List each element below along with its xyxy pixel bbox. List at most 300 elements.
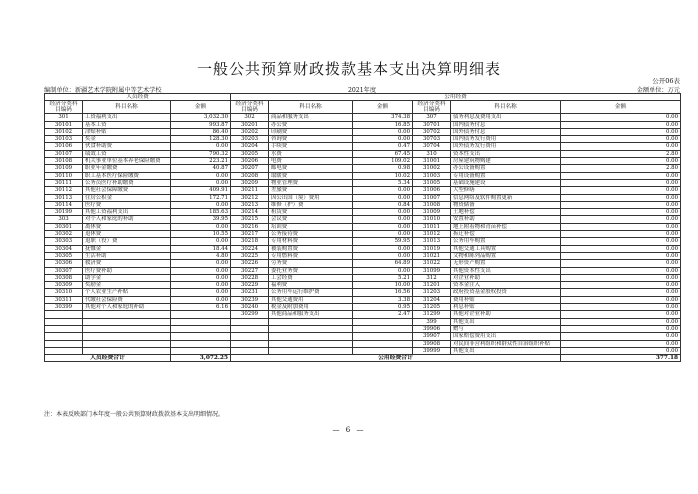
personnel-amount-cell: 0.00 <box>171 274 231 281</box>
personnel-amount-cell: 993.87 <box>171 121 231 128</box>
public-a-code-cell: 30206 <box>231 158 269 165</box>
table-row <box>45 318 681 325</box>
col-name: 科目名称 <box>83 101 171 114</box>
public-a-code-cell: 30211 <box>231 187 269 194</box>
personnel-amount-cell: 128.30 <box>171 136 231 143</box>
public-a-code-cell: 30214 <box>231 209 269 216</box>
public-b-amount-cell: 0.00 <box>561 267 681 274</box>
personnel-name-cell: 医疗费补助 <box>83 267 171 274</box>
public-b-amount-cell: 0.00 <box>561 158 681 165</box>
public-b-amount-cell: 0.00 <box>561 333 681 340</box>
public-a-code-cell: 30228 <box>231 274 269 281</box>
public-a-name-cell: 水费 <box>269 150 353 157</box>
public-a-name-cell: 维修（护）费 <box>269 201 353 208</box>
table-title: 一般公共预算财政拨款基本支出决算明细表 <box>196 60 501 78</box>
personnel-code-cell: 30399 <box>45 304 83 311</box>
personnel-name-cell: 助学金 <box>83 274 171 281</box>
public-a-amount-cell: 0.00 <box>353 252 413 259</box>
public-a-name-cell: 咨询费 <box>269 136 353 143</box>
public-b-code-cell: 39906 <box>413 325 451 332</box>
personnel-amount-cell: 0.00 <box>171 238 231 245</box>
personnel-name-cell: 其他工资福利支出 <box>83 209 171 216</box>
public-a-code-cell: 30239 <box>231 296 269 303</box>
personnel-name-cell: 抚恤金 <box>83 245 171 252</box>
meta-row <box>44 85 680 93</box>
personnel-amount-cell <box>171 340 231 347</box>
public-b-amount-cell: 0.00 <box>561 252 681 259</box>
personnel-code-cell: 30113 <box>45 194 83 201</box>
table-row <box>45 274 681 281</box>
personnel-name-cell: 公务员医疗补助缴费 <box>83 179 171 186</box>
personnel-amount-cell: 0.00 <box>171 172 231 179</box>
public-a-amount-cell: 64.89 <box>353 260 413 267</box>
public-header: 公用经费 <box>231 94 681 101</box>
personnel-code-cell: 30302 <box>45 231 83 238</box>
public-b-name-cell: 对民间非营利组织和群众性自治组织补贴 <box>451 340 561 347</box>
personnel-total-amount: 3,072.25 <box>171 355 231 362</box>
personnel-amount-cell: 409.91 <box>171 187 231 194</box>
personnel-amount-cell: 185.63 <box>171 209 231 216</box>
public-b-code-cell: 39907 <box>413 333 451 340</box>
public-b-name-cell: 土地补偿 <box>451 209 561 216</box>
public-b-code-cell: 31099 <box>413 267 451 274</box>
public-b-amount-cell: 0.00 <box>561 325 681 332</box>
public-b-code-cell: 30702 <box>413 128 451 135</box>
personnel-name-cell: 绩效工资 <box>83 150 171 157</box>
public-b-code-cell: 31011 <box>413 223 451 230</box>
public-a-code-cell <box>231 333 269 340</box>
personnel-amount-cell: 0.00 <box>171 223 231 230</box>
public-a-name-cell: 委托业务费 <box>269 267 353 274</box>
public-a-code-cell: 30202 <box>231 128 269 135</box>
public-a-name-cell: 取暖费 <box>269 172 353 179</box>
personnel-name-cell: 个人农业生产补贴 <box>83 289 171 296</box>
personnel-name-cell: 离休费 <box>83 223 171 230</box>
public-b-amount-cell: 0.00 <box>561 201 681 208</box>
public-b-name-cell: 大型修缮 <box>451 187 561 194</box>
personnel-code-cell: 30110 <box>45 172 83 179</box>
public-b-code-cell: 31008 <box>413 201 451 208</box>
personnel-amount-cell: 40.87 <box>171 165 231 172</box>
public-a-amount-cell: 0.00 <box>353 136 413 143</box>
public-a-amount-cell: 0.98 <box>353 165 413 172</box>
table-row <box>45 347 681 354</box>
personnel-amount-cell: 223.21 <box>171 158 231 165</box>
public-a-name-cell: 劳务费 <box>269 260 353 267</box>
table-row <box>45 311 681 318</box>
table-row <box>45 172 681 179</box>
public-a-code-cell: 30226 <box>231 260 269 267</box>
col-name: 科目名称 <box>451 101 561 114</box>
personnel-name-cell <box>83 333 171 340</box>
personnel-code-cell: 30307 <box>45 267 83 274</box>
public-a-code-cell <box>231 347 269 354</box>
table-row <box>45 187 681 194</box>
table-row <box>45 231 681 238</box>
public-b-code-cell: 39908 <box>413 340 451 347</box>
table-row <box>45 179 681 186</box>
personnel-amount-cell: 790.32 <box>171 150 231 157</box>
table-row <box>45 282 681 289</box>
personnel-code-cell: 30108 <box>45 158 83 165</box>
col-name: 科目名称 <box>269 101 353 114</box>
public-b-amount-cell: 0.00 <box>561 143 681 150</box>
table-row <box>45 260 681 267</box>
personnel-code-cell: 30114 <box>45 201 83 208</box>
public-a-amount-cell <box>353 340 413 347</box>
personnel-code-cell: 303 <box>45 216 83 223</box>
public-b-name-cell: 公务用车购置 <box>451 238 561 245</box>
public-b-amount-cell: 0.00 <box>561 136 681 143</box>
personnel-amount-cell: 18.44 <box>171 245 231 252</box>
table-row <box>45 245 681 252</box>
personnel-name-cell: 基本工资 <box>83 121 171 128</box>
public-b-code-cell: 31012 <box>413 231 451 238</box>
personnel-code-cell: 30309 <box>45 282 83 289</box>
public-a-name-cell: 公务用车运行维护费 <box>269 289 353 296</box>
public-a-amount-cell: 0.00 <box>353 216 413 223</box>
personnel-name-cell <box>83 340 171 347</box>
personnel-code-cell <box>45 347 83 354</box>
public-a-name-cell: 租赁费 <box>269 209 353 216</box>
public-b-name-cell: 其他资本性支出 <box>451 267 561 274</box>
public-b-name-cell: 资本性支出 <box>451 150 561 157</box>
public-a-code-cell: 30224 <box>231 245 269 252</box>
public-b-code-cell: 307 <box>413 114 451 121</box>
public-b-code-cell: 30703 <box>413 136 451 143</box>
table-row <box>45 304 681 311</box>
footnote: 注：本表反映部门本年度一般公共预算财政拨款基本支出明细情况。 <box>44 411 225 418</box>
personnel-code-cell: 30107 <box>45 150 83 157</box>
public-a-name-cell: 其他商品和服务支出 <box>269 311 353 318</box>
personnel-amount-cell: 0.00 <box>171 289 231 296</box>
public-a-code-cell: 30240 <box>231 304 269 311</box>
personnel-amount-cell: 4.80 <box>171 252 231 259</box>
table-row <box>45 114 681 121</box>
public-a-amount-cell: 10.00 <box>353 282 413 289</box>
public-a-amount-cell: 5.21 <box>353 274 413 281</box>
personnel-code-cell <box>45 333 83 340</box>
public-b-amount-cell: 0.00 <box>561 296 681 303</box>
personnel-name-cell: 职业年金缴费 <box>83 165 171 172</box>
personnel-name-cell: 住房公积金 <box>83 194 171 201</box>
table-row <box>45 165 681 172</box>
public-b-name-cell: 地上附着物和青苗补偿 <box>451 223 561 230</box>
table-row <box>45 267 681 274</box>
col-code: 经济分类科目编码 <box>231 101 269 114</box>
public-b-amount-cell: 0.00 <box>561 289 681 296</box>
public-b-code-cell: 30701 <box>413 121 451 128</box>
public-a-amount-cell: 16.56 <box>353 289 413 296</box>
public-a-name-cell: 电费 <box>269 158 353 165</box>
table-row <box>45 333 681 340</box>
public-b-name-cell: 对企业补助 <box>451 274 561 281</box>
public-b-amount-cell: 0.00 <box>561 223 681 230</box>
public-b-code-cell: 31013 <box>413 238 451 245</box>
personnel-code-cell: 30103 <box>45 136 83 143</box>
public-b-code-cell: 310 <box>413 150 451 157</box>
table-row <box>45 325 681 332</box>
public-b-name-cell: 其他对企业补助 <box>451 311 561 318</box>
personnel-amount-cell: 3,032.30 <box>171 114 231 121</box>
public-b-amount-cell: 0.00 <box>561 347 681 354</box>
personnel-code-cell: 30111 <box>45 179 83 186</box>
table-row <box>45 252 681 259</box>
public-b-code-cell: 31204 <box>413 296 451 303</box>
public-a-name-cell: 物业管理费 <box>269 179 353 186</box>
public-b-amount-cell: 0.00 <box>561 209 681 216</box>
public-b-name-cell: 房屋建筑物购建 <box>451 158 561 165</box>
public-b-amount-cell: 0.00 <box>561 260 681 267</box>
public-b-code-cell: 312 <box>413 274 451 281</box>
personnel-code-cell: 30109 <box>45 165 83 172</box>
public-b-amount-cell: 0.00 <box>561 245 681 252</box>
public-a-code-cell: 30216 <box>231 223 269 230</box>
public-a-amount-cell <box>353 318 413 325</box>
public-total-label: 公用经费合计 <box>231 355 561 362</box>
public-b-name-cell: 信息网络及软件购置更新 <box>451 194 561 201</box>
public-a-name-cell: 印刷费 <box>269 128 353 135</box>
public-b-name-cell: 其他支出 <box>451 347 561 354</box>
personnel-amount-cell: 86.40 <box>171 128 231 135</box>
public-b-code-cell: 31002 <box>413 165 451 172</box>
public-a-amount-cell <box>353 325 413 332</box>
public-a-name-cell: 差旅费 <box>269 187 353 194</box>
public-b-code-cell: 399 <box>413 318 451 325</box>
public-b-name-cell: 物资储备 <box>451 201 561 208</box>
col-amount: 金额 <box>353 101 413 114</box>
table-row <box>45 209 681 216</box>
fiscal-year: 2021年度 <box>347 87 377 94</box>
personnel-code-cell <box>45 340 83 347</box>
personnel-code-cell: 30306 <box>45 260 83 267</box>
personnel-code-cell <box>45 311 83 318</box>
public-b-amount-cell: 0.00 <box>561 194 681 201</box>
public-b-amount-cell: 0.00 <box>561 231 681 238</box>
personnel-code-cell: 30305 <box>45 252 83 259</box>
public-a-name-cell: 办公费 <box>269 121 353 128</box>
public-a-code-cell: 30209 <box>231 179 269 186</box>
personnel-name-cell: 其他对个人和家庭的补助 <box>83 304 171 311</box>
public-b-name-cell: 国外债务付息 <box>451 128 561 135</box>
personnel-amount-cell <box>171 347 231 354</box>
public-b-name-cell: 办公设备购置 <box>451 165 561 172</box>
personnel-amount-cell: 10.55 <box>171 231 231 238</box>
public-b-amount-cell: 2.80 <box>561 165 681 172</box>
table-row <box>45 289 681 296</box>
personnel-code-cell: 30303 <box>45 238 83 245</box>
public-a-code-cell: 30227 <box>231 267 269 274</box>
personnel-name-cell <box>83 318 171 325</box>
public-a-amount-cell: 0.95 <box>353 304 413 311</box>
public-b-code-cell: 30704 <box>413 143 451 150</box>
personnel-name-cell <box>83 347 171 354</box>
public-b-code-cell: 31005 <box>413 179 451 186</box>
public-a-name-cell: 福利费 <box>269 282 353 289</box>
public-b-name-cell: 债务利息及费用支出 <box>451 114 561 121</box>
public-a-name-cell: 专用燃料费 <box>269 252 353 259</box>
public-a-name-cell: 工会经费 <box>269 274 353 281</box>
public-a-amount-cell: 0.00 <box>353 245 413 252</box>
personnel-amount-cell <box>171 325 231 332</box>
personnel-code-cell: 30310 <box>45 289 83 296</box>
public-a-code-cell: 30201 <box>231 121 269 128</box>
public-b-code-cell: 31205 <box>413 304 451 311</box>
public-b-code-cell: 31001 <box>413 158 451 165</box>
personnel-total-label: 人员经费合计 <box>45 355 171 362</box>
personnel-code-cell: 30304 <box>45 245 83 252</box>
personnel-amount-cell <box>171 311 231 318</box>
personnel-header: 人员经费 <box>45 94 231 101</box>
public-a-code-cell: 30215 <box>231 216 269 223</box>
public-a-name-cell: 被装购置费 <box>269 245 353 252</box>
public-a-amount-cell: 0.00 <box>353 187 413 194</box>
public-b-name-cell: 政府投资基金股权投资 <box>451 289 561 296</box>
public-a-amount-cell: 109.02 <box>353 158 413 165</box>
table-row <box>45 340 681 347</box>
table-row <box>45 128 681 135</box>
public-a-name-cell <box>269 333 353 340</box>
personnel-code-cell: 30199 <box>45 209 83 216</box>
public-b-code-cell: 39999 <box>413 347 451 354</box>
personnel-amount-cell: 0.00 <box>171 179 231 186</box>
personnel-code-cell <box>45 325 83 332</box>
public-a-amount-cell: 67.45 <box>353 150 413 157</box>
table-body <box>45 114 681 355</box>
personnel-code-cell: 30311 <box>45 296 83 303</box>
personnel-name-cell: 奖金 <box>83 136 171 143</box>
public-a-code-cell: 30207 <box>231 165 269 172</box>
public-b-amount-cell: 0.00 <box>561 274 681 281</box>
personnel-name-cell: 职工基本医疗保险缴费 <box>83 172 171 179</box>
public-a-amount-cell: 0.00 <box>353 209 413 216</box>
personnel-name-cell: 医疗费 <box>83 201 171 208</box>
public-a-name-cell <box>269 325 353 332</box>
personnel-code-cell: 30308 <box>45 274 83 281</box>
page-number: — 6 — <box>332 426 366 434</box>
public-a-code-cell: 30213 <box>231 201 269 208</box>
public-a-name-cell: 培训费 <box>269 223 353 230</box>
public-b-name-cell: 专用设备购置 <box>451 172 561 179</box>
public-b-code-cell: 31006 <box>413 187 451 194</box>
col-amount: 金额 <box>561 101 681 114</box>
table-row <box>45 150 681 157</box>
public-a-name-cell: 手续费 <box>269 143 353 150</box>
personnel-name-cell: 其他社会保障缴费 <box>83 187 171 194</box>
public-b-amount-cell: 0.00 <box>561 304 681 311</box>
public-b-name-cell: 利息补贴 <box>451 304 561 311</box>
public-a-amount-cell <box>353 347 413 354</box>
personnel-name-cell <box>83 325 171 332</box>
compiling-unit: 编制单位：新疆艺术学院附属中等艺术学校 <box>44 87 162 94</box>
public-b-amount-cell: 0.00 <box>561 238 681 245</box>
public-b-amount-cell: 0.00 <box>561 121 681 128</box>
public-a-name-cell: 商品和服务支出 <box>269 114 353 121</box>
table-row <box>45 136 681 143</box>
personnel-amount-cell <box>171 318 231 325</box>
public-b-amount-cell: 0.00 <box>561 187 681 194</box>
public-b-code-cell: 31010 <box>413 216 451 223</box>
form-number: 公开06表 <box>652 77 680 85</box>
public-b-name-cell: 文物和陈列品购置 <box>451 252 561 259</box>
expenditure-table <box>44 93 681 362</box>
personnel-amount-cell <box>171 333 231 340</box>
table-row <box>45 194 681 201</box>
public-a-code-cell: 30205 <box>231 150 269 157</box>
col-amount: 金额 <box>171 101 231 114</box>
public-a-amount-cell: 16.85 <box>353 121 413 128</box>
public-b-code-cell: 31009 <box>413 209 451 216</box>
public-a-code-cell <box>231 340 269 347</box>
public-b-code-cell: 31022 <box>413 260 451 267</box>
public-b-amount-cell: 2.80 <box>561 150 681 157</box>
personnel-amount-cell: 0.00 <box>171 143 231 150</box>
personnel-name-cell: 机关事业单位基本养老保险缴费 <box>83 158 171 165</box>
public-b-name-cell: 国内债务发行费用 <box>451 136 561 143</box>
public-b-code-cell: 31203 <box>413 289 451 296</box>
public-a-code-cell: 30218 <box>231 238 269 245</box>
public-b-amount-cell: 0.00 <box>561 179 681 186</box>
personnel-name-cell: 工资福利支出 <box>83 114 171 121</box>
public-b-name-cell: 无形资产购置 <box>451 260 561 267</box>
personnel-amount-cell: 0.00 <box>171 267 231 274</box>
public-b-amount-cell: 0.00 <box>561 216 681 223</box>
public-a-name-cell: 因公出国（境）费用 <box>269 194 353 201</box>
public-b-code-cell: 31003 <box>413 172 451 179</box>
public-a-name-cell <box>269 340 353 347</box>
table-row <box>45 121 681 128</box>
personnel-amount-cell: 0.00 <box>171 282 231 289</box>
public-a-name-cell: 会议费 <box>269 216 353 223</box>
public-a-name-cell: 公务接待费 <box>269 231 353 238</box>
personnel-name-cell: 生活补助 <box>83 252 171 259</box>
personnel-amount-cell: 0.00 <box>171 260 231 267</box>
col-code: 经济分类科目编码 <box>413 101 451 114</box>
public-b-name-cell: 其他交通工具购置 <box>451 245 561 252</box>
public-a-amount-cell <box>353 333 413 340</box>
public-b-name-cell: 赠与 <box>451 325 561 332</box>
public-b-amount-cell: 0.00 <box>561 172 681 179</box>
personnel-code-cell: 30106 <box>45 143 83 150</box>
public-a-code-cell: 30204 <box>231 143 269 150</box>
table-row <box>45 143 681 150</box>
public-b-name-cell: 资本金注入 <box>451 282 561 289</box>
table-row <box>45 296 681 303</box>
personnel-amount-cell: 39.95 <box>171 216 231 223</box>
public-a-amount-cell: 0.47 <box>353 143 413 150</box>
public-b-code-cell: 31021 <box>413 252 451 259</box>
public-b-name-cell: 安置补助 <box>451 216 561 223</box>
personnel-code-cell <box>45 318 83 325</box>
personnel-name-cell: 退休费 <box>83 231 171 238</box>
public-a-amount-cell: 0.00 <box>353 194 413 201</box>
public-a-name-cell: 邮电费 <box>269 165 353 172</box>
public-a-name-cell: 税金及附加费用 <box>269 304 353 311</box>
public-b-name-cell: 拆迁补偿 <box>451 231 561 238</box>
personnel-code-cell: 30101 <box>45 121 83 128</box>
table-row <box>45 158 681 165</box>
public-b-name-cell: 基础设施建设 <box>451 179 561 186</box>
public-b-name-cell: 国外债务发行费用 <box>451 143 561 150</box>
public-b-code-cell: 31007 <box>413 194 451 201</box>
personnel-name-cell: 代缴社会保险费 <box>83 296 171 303</box>
public-a-code-cell: 30229 <box>231 282 269 289</box>
public-a-code-cell: 30225 <box>231 252 269 259</box>
public-a-amount-cell: 0.84 <box>353 201 413 208</box>
public-a-code-cell: 30203 <box>231 136 269 143</box>
public-b-amount-cell: 0.00 <box>561 318 681 325</box>
col-code: 经济分类科目编码 <box>45 101 83 114</box>
